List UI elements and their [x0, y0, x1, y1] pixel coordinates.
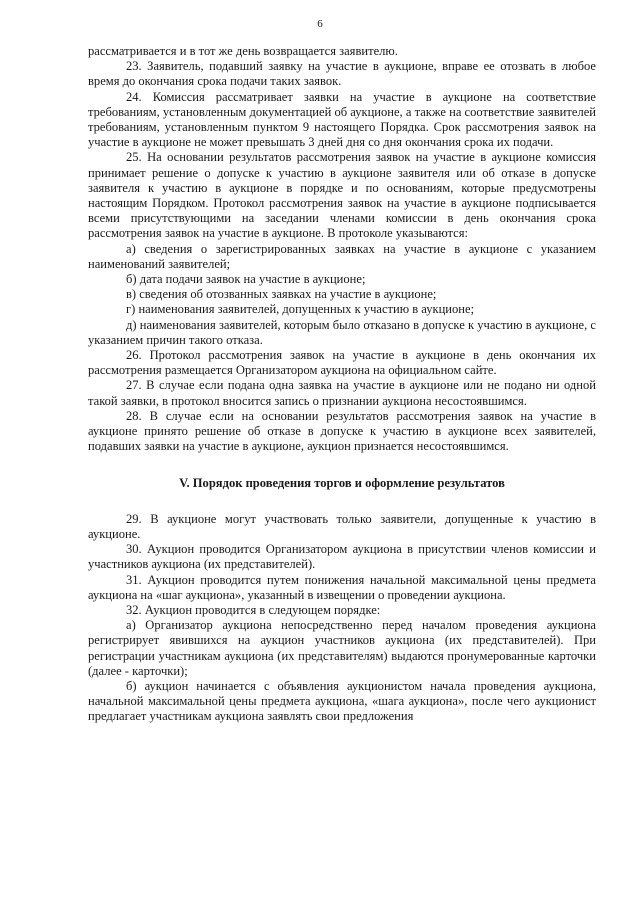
paragraph: рассматривается и в тот же день возвращается заявителю. [88, 44, 398, 58]
paragraph: 24. Комиссия рассматривает заявки на участие в аукционе на соответствие требованиям, установленным документацией об аукционе, а также на соответствие заявителей требованиям, установленным пунктом 9 настоящего Порядка. Срок рассмотрения заявок на участие в аукционе не может превышать 3 дней дня со дня окончания срока их подачи. [88, 89, 596, 150]
paragraph: 29. В аукционе могут участвовать только заявители, допущенные к участию в аукционе. [88, 511, 596, 541]
page-number: 6 [317, 18, 323, 30]
paragraph: д) наименования заявителей, которым было отказано в допуске к участию в аукционе, с указанием причин такого отказа. [88, 317, 596, 347]
paragraph: 23. Заявитель, подавший заявку на участие в аукционе, вправе ее отозвать в любое время до окончания срока подачи таких заявок. [88, 59, 596, 89]
paragraph: 31. Аукцион проводится путем понижения начальной максимальной цены предмета аукциона на «шаг аукциона», указанный в извещении о проведении аукциона. [88, 572, 596, 602]
paragraph: 32. Аукцион проводится в следующем порядке: [126, 602, 381, 617]
paragraph: 27. В случае если подана одна заявка на участие в аукционе или не подано ни одной такой заявки, в протокол вносится запись о признании аукциона несостоявшимся. [88, 378, 596, 408]
paragraph: а) сведения о зарегистрированных заявках на участие в аукционе с указанием наименований заявителей; [88, 241, 596, 271]
paragraphs-before-heading [88, 44, 596, 454]
paragraph: 30. Аукцион проводится Организатором аукциона в присутствии членов комиссии и участников аукциона (их представителей). [88, 542, 596, 572]
paragraph: 28. В случае если на основании результатов рассмотрения заявок на участие в аукционе принято решение об отказе в допуске к участию в аукционе всех заявителей, подавших заявки на участие в аукционе, аукцион признается несостоявшимся. [88, 408, 596, 454]
paragraph: 25. На основании результатов рассмотрения заявок на участие в аукционе комиссия принимает решение о допуске к участию в аукционе заявителя или об отказе в допуске заявителя к участию в аукционе в порядке и по основаниям, которые предусмотрены настоящим Порядком. Протокол рассмотрения заявок на участие в аукционе подписывается всеми присутствующими на заседании членами комиссии в день окончания срока рассмотрения заявок на участие в аукционе. В протоколе указываются: [88, 150, 596, 241]
paragraph: в) сведения об отозванных заявках на участие в аукционе; [126, 287, 437, 302]
paragraphs-after-heading [88, 512, 596, 725]
section-heading: V. Порядок проведения торгов и оформление результатов [179, 476, 505, 491]
document-body [88, 44, 596, 725]
paragraph: б) дата подачи заявок на участие в аукционе; [126, 272, 366, 287]
paragraph: г) наименования заявителей, допущенных к участию в аукционе; [126, 302, 475, 317]
paragraph: 26. Протокол рассмотрения заявок на участие в аукционе в день окончания их рассмотрения размещается Организатором аукциона на официальном сайте. [88, 348, 596, 378]
paragraph: а) Организатор аукциона непосредственно перед началом проведения аукциона регистрирует явившихся на аукцион участников аукциона (их представителей). При регистрации участникам аукциона (их представителям) выдаются пронумерованные карточки (далее - карточки); [88, 618, 596, 678]
paragraph: б) аукцион начинается с объявления аукционистом начала проведения аукциона, начальной максимальной цены предмета аукциона, «шага аукциона», после чего аукционист предлагает участникам аукциона заявлять свои предложения [88, 678, 596, 724]
